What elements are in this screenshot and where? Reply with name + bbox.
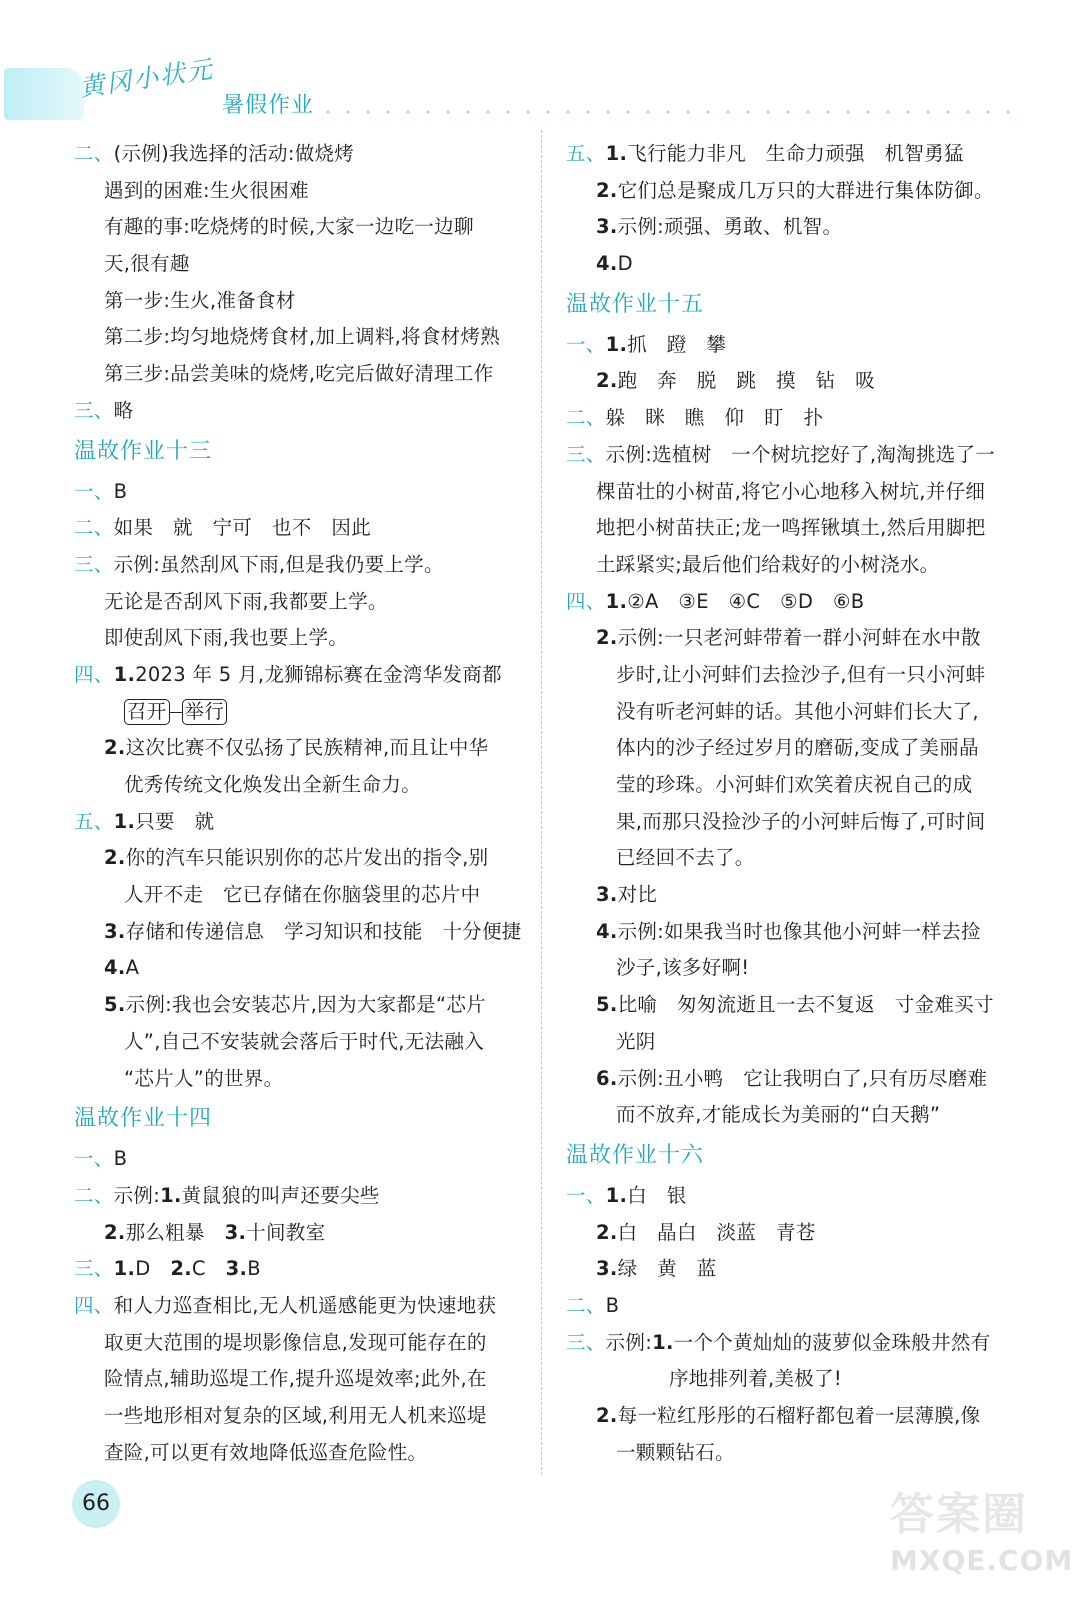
page-number: 66 xyxy=(72,1480,120,1528)
answer-line: 2.你的汽车只能识别你的芯片发出的指令,别 xyxy=(104,846,489,870)
answer-line: 体内的沙子经过岁月的磨砺,变成了美丽晶 xyxy=(616,736,979,760)
answer-line: 四、1.②A ③E ④C ⑤D ⑥B xyxy=(566,589,865,613)
answer-line: 2.那么粗暴 3.十间教室 xyxy=(104,1220,326,1244)
answer-line: 2.这次比赛不仅弘扬了民族精神,而且让中华 xyxy=(104,736,489,760)
answer-line: 3.绿 黄 蓝 xyxy=(596,1257,717,1281)
answer-line: 4.A xyxy=(104,956,140,980)
left-column xyxy=(74,136,529,1471)
column-divider xyxy=(541,130,542,1475)
answer-line: 5.比喻 匆匆流逝且一去不复返 寸金难买寸 xyxy=(596,993,994,1017)
answer-line: 2.白 晶白 淡蓝 青苍 xyxy=(596,1220,816,1244)
answer-line: 二、如果 就 宁可 也不 因此 xyxy=(74,516,372,540)
boxed-word: 召开 xyxy=(124,699,170,725)
page-header xyxy=(0,0,1090,130)
answer-line: 3.对比 xyxy=(596,883,658,907)
answer-line: 土踩紧实;最后他们给栽好的小树浇水。 xyxy=(596,552,940,576)
answer-line: 2.示例:一只老河蚌带着一群小河蚌在水中散 xyxy=(596,626,981,650)
answer-line: 沙子,该多好啊! xyxy=(616,956,750,980)
answer-line: 已经回不去了。 xyxy=(616,846,755,870)
answer-line: 优秀传统文化焕发出全新生命力。 xyxy=(124,773,422,796)
answer-line: 查险,可以更有效地降低巡查危险性。 xyxy=(104,1440,428,1464)
section-heading: 温故作业十四 xyxy=(74,1106,213,1132)
answer-line: 遇到的困难:生火很困难 xyxy=(104,178,309,202)
header-ribbon xyxy=(4,68,84,120)
section-heading: 温故作业十五 xyxy=(566,291,705,317)
answer-line: 一颗颗钻石。 xyxy=(616,1440,735,1464)
answer-line: “芯片人”的世界。 xyxy=(124,1066,284,1090)
answer-line: 取更大范围的堤坝影像信息,发现可能存在的 xyxy=(104,1330,487,1354)
answer-line: 光阴 xyxy=(616,1029,656,1053)
answer-line: 棵苗壮的小树苗,将它小心地移入树坑,并仔细 xyxy=(596,479,986,503)
answer-line: 天,很有趣 xyxy=(104,252,190,276)
section-heading: 温故作业十六 xyxy=(566,1142,705,1168)
watermark-logo-text: 答案圈 xyxy=(890,1489,1028,1540)
answer-line: 5.示例:我也会安装芯片,因为大家都是“芯片 xyxy=(104,993,486,1017)
answer-line: 没有听老河蚌的话。其他小河蚌们长大了, xyxy=(616,699,979,723)
connector-line xyxy=(170,712,182,713)
answer-line: 一、B xyxy=(74,479,128,503)
answer-line: 四、和人力巡查相比,无人机遥感能更为快速地获 xyxy=(74,1293,497,1317)
answer-line: 二、(示例)我选择的活动:做烧烤 xyxy=(74,142,355,165)
answer-line: 一、1.抓 蹬 攀 xyxy=(566,332,727,356)
right-column xyxy=(566,136,1021,1471)
answer-line: 6.示例:丑小鸭 它让我明白了,只有历尽磨难 xyxy=(596,1066,988,1090)
answer-line: 3.存储和传递信息 学习知识和技能 十分便捷 xyxy=(104,919,522,943)
answer-line: 序地排列着,美极了! xyxy=(669,1367,843,1391)
answer-line xyxy=(74,694,529,731)
answer-line: 五、1.只要 就 xyxy=(74,809,215,833)
answer-line: 3.示例:顽强、勇敢、机智。 xyxy=(596,215,843,239)
answer-line: 即使刮风下雨,我也要上学。 xyxy=(104,626,349,650)
answer-line: 三、示例:虽然刮风下雨,但是我仍要上学。 xyxy=(74,552,444,576)
brand-logo: 黄冈小状元 xyxy=(77,54,216,103)
answer-line: 二、示例:1.黄鼠狼的叫声还要尖些 xyxy=(74,1183,380,1207)
answer-line: 一些地形相对复杂的区域,利用无人机来巡堤 xyxy=(104,1404,487,1427)
answer-line: 莹的珍珠。小河蚌们欢笑着庆祝自己的成 xyxy=(616,773,973,796)
answer-line: 一、B xyxy=(74,1147,128,1171)
answer-line: 第三步:品尝美味的烧烤,吃完后做好清理工作 xyxy=(104,362,494,386)
answer-line: 三、1.D 2.C 3.B xyxy=(74,1257,261,1281)
answer-line: 人开不走 它已存储在你脑袋里的芯片中 xyxy=(124,883,481,907)
answer-line: 地把小树苗扶正;龙一鸣挥锹填土,然后用脚把 xyxy=(596,516,986,540)
answer-line: 2.跑 奔 脱 跳 摸 钻 吸 xyxy=(596,369,875,393)
answer-line: 4.D xyxy=(596,252,633,276)
answer-line: 三、略 xyxy=(74,398,134,422)
answer-line: 四、1.2023 年 5 月,龙狮锦标赛在金湾华发商都 xyxy=(74,662,502,686)
answer-line: 步时,让小河蚌们去捡沙子,但有一只小河蚌 xyxy=(616,662,986,686)
answer-line: 五、1.飞行能力非凡 生命力顽强 机智勇猛 xyxy=(566,142,964,165)
answer-line: 2.每一粒红彤彤的石榴籽都包着一层薄膜,像 xyxy=(596,1404,981,1427)
answer-line: 有趣的事:吃烧烤的时候,大家一边吃一边聊 xyxy=(104,215,474,239)
answer-line: 第一步:生火,准备食材 xyxy=(104,288,296,312)
answer-line: 4.示例:如果我当时也像其他小河蚌一样去捡 xyxy=(596,919,981,943)
answer-line: 二、躲 眯 瞧 仰 盯 扑 xyxy=(566,406,824,430)
answer-line: 人”,自己不安装就会落后于时代,无法融入 xyxy=(124,1029,484,1053)
answer-line: 第二步:均匀地烧烤食材,加上调料,将食材烤熟 xyxy=(104,325,501,349)
answer-line: 三、示例:1.一个个黄灿灿的菠萝似金珠般井然有 xyxy=(566,1330,991,1354)
header-dotted-line xyxy=(318,110,1018,114)
answer-line: 二、B xyxy=(566,1293,620,1317)
answer-line: 三、示例:选植树 一个树坑挖好了,淘淘挑选了一 xyxy=(566,442,996,466)
watermark-url: MXQE.COM xyxy=(890,1544,1074,1577)
answer-line: 险情点,辅助巡堤工作,提升巡堤效率;此外,在 xyxy=(104,1367,487,1391)
section-heading: 温故作业十三 xyxy=(74,438,213,464)
answer-line: 果,而那只没捡沙子的小河蚌后悔了,可时间 xyxy=(616,809,986,833)
header-subtitle: 暑假作业 xyxy=(222,93,315,118)
answer-line: 无论是否刮风下雨,我都要上学。 xyxy=(104,589,388,613)
boxed-word: 举行 xyxy=(182,699,228,725)
answer-line: 而不放弃,才能成长为美丽的“白天鹅” xyxy=(616,1103,941,1127)
answer-line: 一、1.白 银 xyxy=(566,1183,687,1207)
site-watermark xyxy=(890,1478,1080,1588)
answer-line: 2.它们总是聚成几万只的大群进行集体防御。 xyxy=(596,178,994,202)
